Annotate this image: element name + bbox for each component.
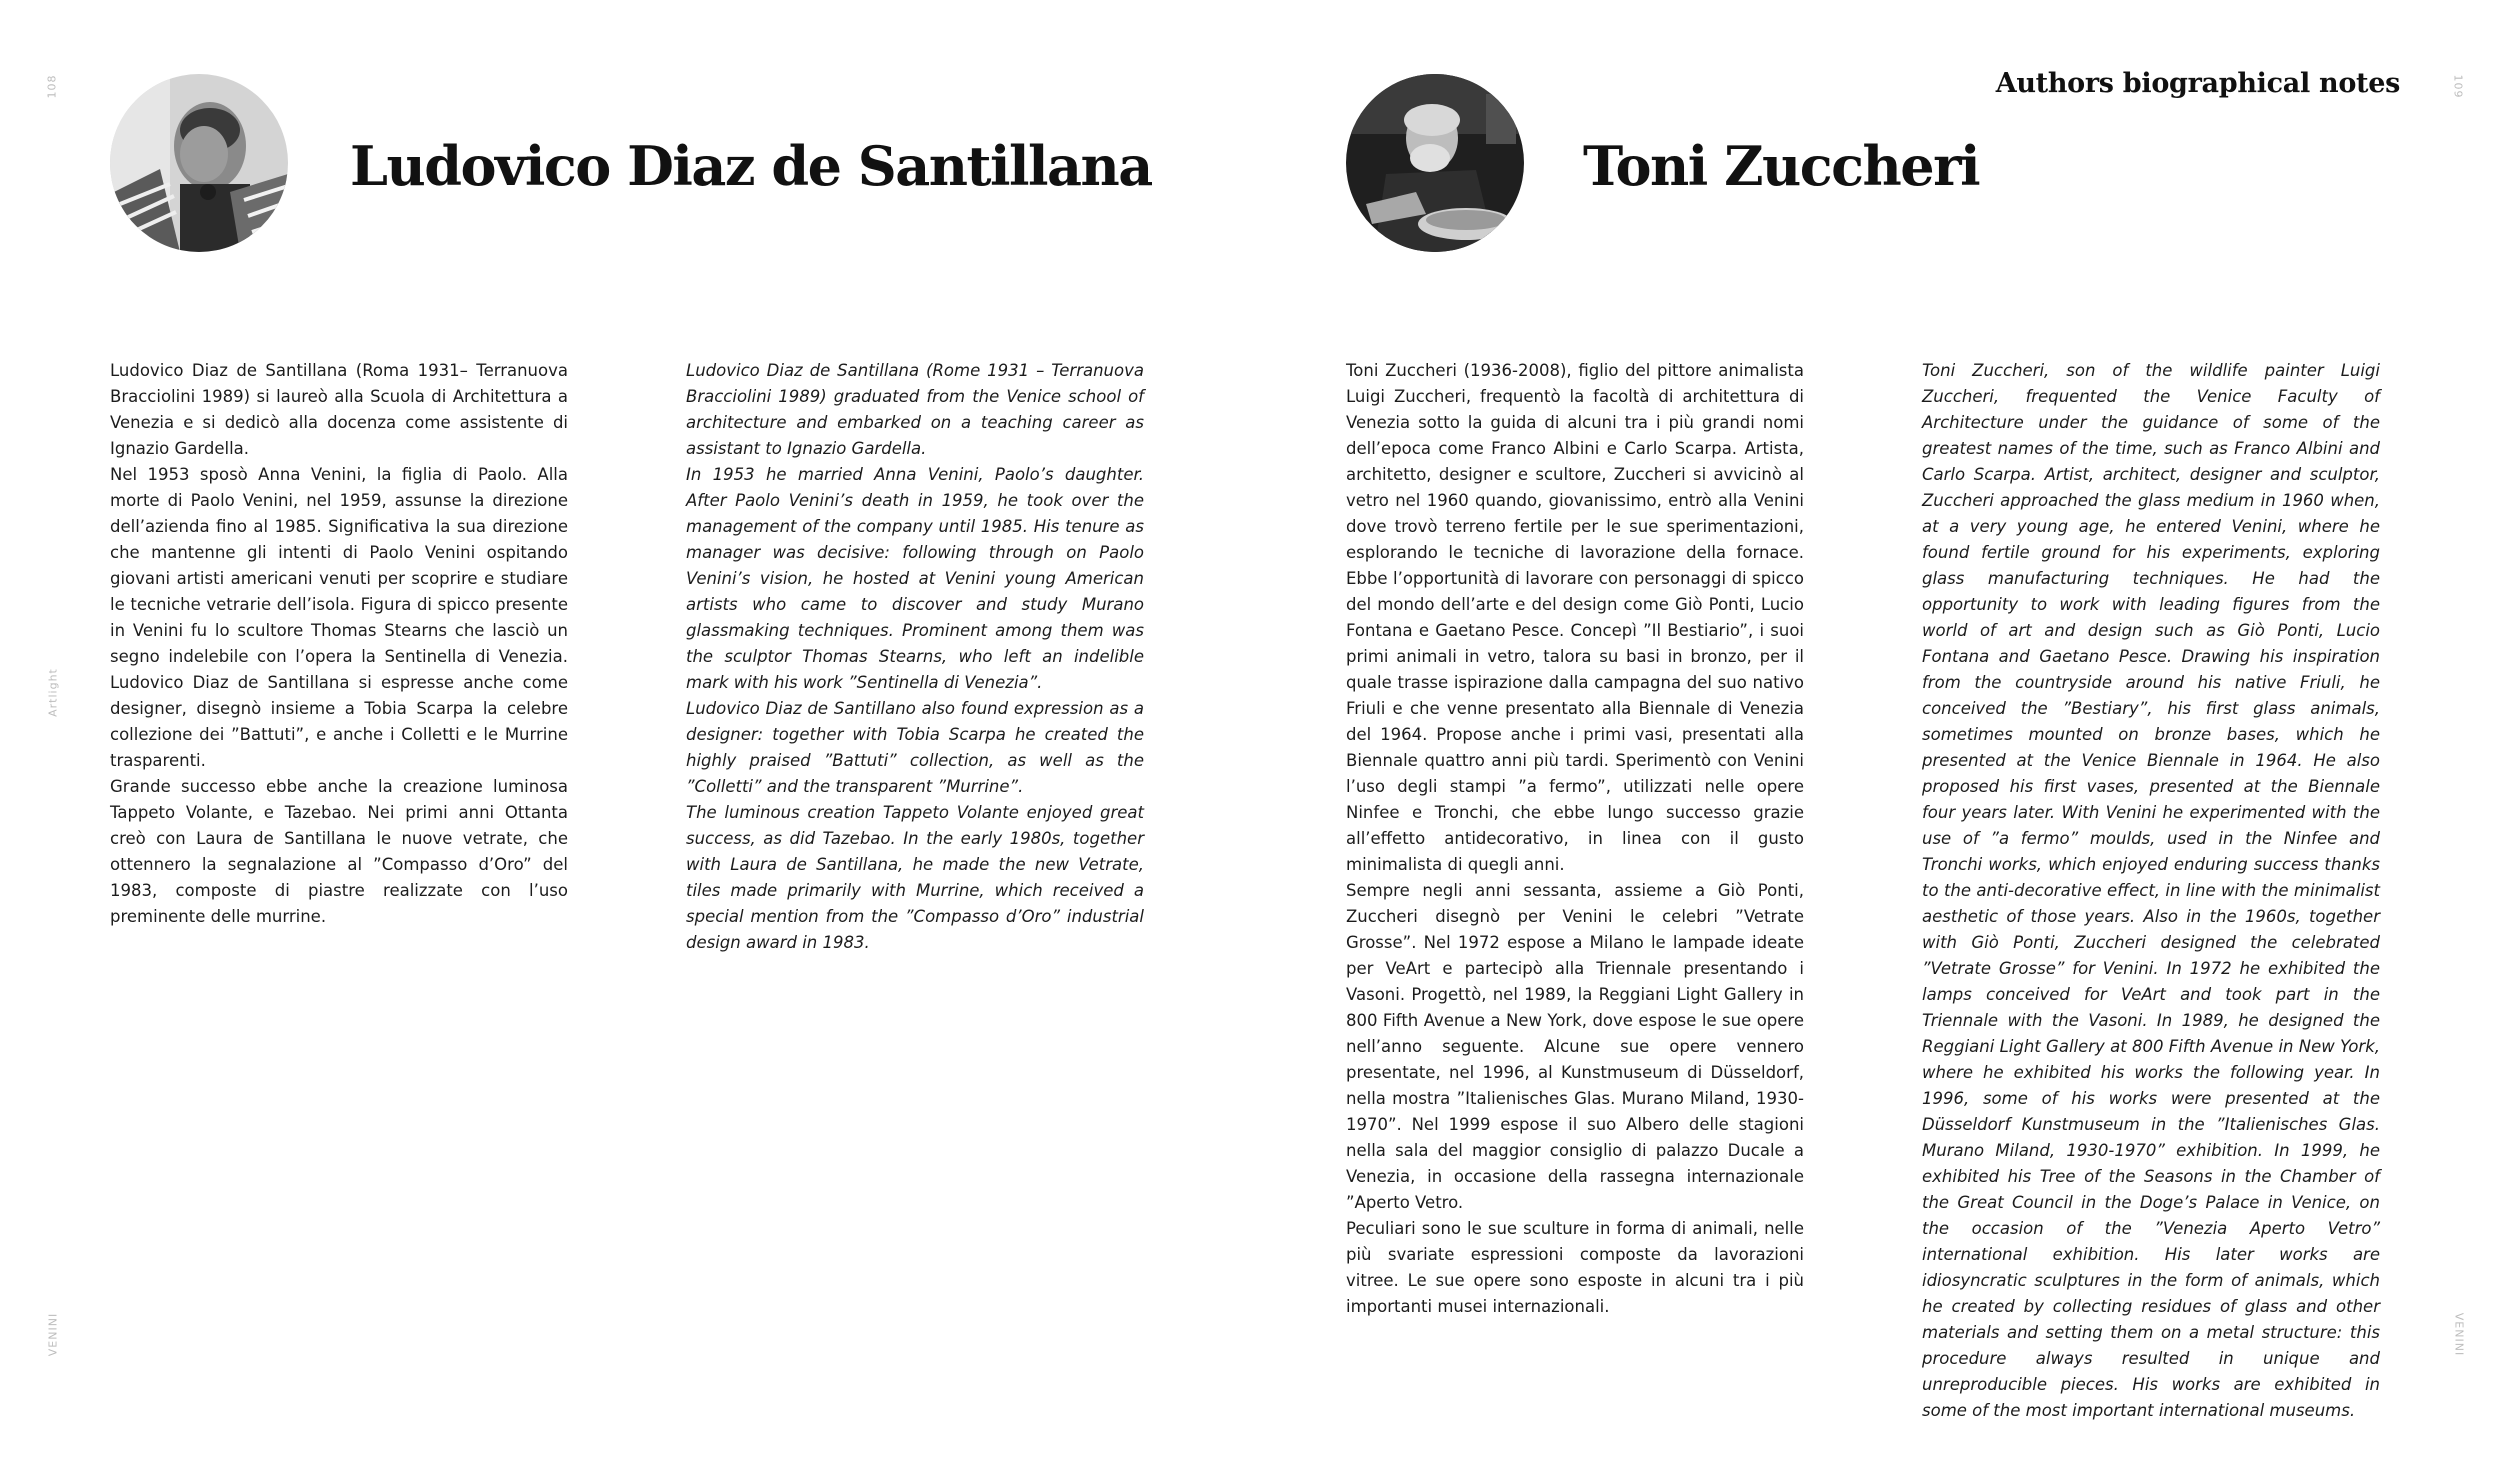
paragraph: Nel 1953 sposò Anna Venini, la figlia di Paolo. Alla morte di Paolo Venini, nel 1959, assunse la direzione dell’azienda fino al 1985. Significativa la sua direzione che mantenne gli intenti di Paolo Venini ospitando giovani artisti americani venuti per scoprire e studiare le tecniche vetrarie dell’isola. Figura di spicco presente in Venini fu lo scultore Thomas Stearns che lasciò un segno indelebile con l’opera la Sentinella di Venezia. Ludovico Diaz de Santillana si espresse anche come designer, disegnò insieme a Tobia Scarpa la celebre collezione dei ”Battuti”, e anche i Colletti e le Murrine trasparenti. [110,465,568,770]
paragraph: Toni Zuccheri, son of the wildlife painter Luigi Zuccheri, frequented the Venice Faculty of Architecture under the guidance of some of the greatest names of the time, such as Franco Albini and Carlo Scarpa. Artist, architect, designer and sculptor, Zuccheri approached the glass medium in 1960 when, at a very young age, he entered Venini, where he found fertile ground for his experiments, exploring glass manufacturing techniques. He had the opportunity to work with leading figures from the world of art and design such as Giò Ponti, Lucio Fontana and Gaetano Pesce. Drawing his inspiration from the countryside around his native Friuli, he conceived the ”Bestiary”, his first glass animals, sometimes mounted on bronze bases, which he presented at the Venice Biennale in 1964. He also proposed his first vases, presented at the Biennale four years later. With Venini he experimented with the use of ”a fermo” moulds, used in the Ninfee and Tronchi works, which enjoyed enduring success thanks to the anti-decorative effect, in line with the minimalist aesthetic of those years. Also in the 1960s, together with Giò Ponti, Zuccheri designed the celebrated ”Vetrate Grosse” for Venini. In 1972 he exhibited the lamps conceived for VeArt and took part in the Triennale with the Vasoni. In 1989, he designed the Reggiani Light Gallery at 800 Fifth Avenue in New York, where he exhibited his works the following year. In 1996, some of his works were presented at the Düsseldorf Kunstmuseum in the ”Italienisches Glas. Murano Miland, 1930-1970” exhibition. In 1999, he exhibited his Tree of the Seasons in the Chamber of the Great Council in the Doge’s Palace in Venice, on the occasion of the ”Venezia Aperto Vetro” international exhibition. His later works are idiosyncratic sculptures in the form of animals, which he created by collecting residues of glass and other materials and setting them on a metal structure: this procedure always resulted in unique and unreproducible pieces. His works are exhibited in some of the most important international museums. [1922,361,2380,1420]
portrait-photo-icon [110,74,288,252]
portrait-photo-icon [1346,74,1524,252]
section-title: Authors biographical notes [1995,68,2400,99]
paragraph: Ludovico Diaz de Santillano also found expression as a designer: together with Tobia Scarpa he created the highly praised ”Battuti” collection, as well as the ”Colletti” and the transparent ”Murrine”. [686,699,1144,796]
margin-label-venini-left: VENINI [46,1312,60,1357]
paragraph: Ludovico Diaz de Santillana (Rome 1931 – Terranuova Bracciolini 1989) graduated from the Venice school of architecture and embarked on a teaching career as assistant to Ignazio Gardella. [686,361,1144,458]
page-number-right: 109 [2451,74,2465,99]
page-number-left: 108 [45,74,59,99]
bio-toni-italian [1346,358,1804,1320]
portrait-toni-zuccheri [1346,74,1524,252]
margin-label-artlight: Artlight [46,668,60,717]
paragraph: In 1953 he married Anna Venini, Paolo’s daughter. After Paolo Venini’s death in 1959, he took over the management of the company until 1985. His tenure as manager was decisive: following through on Paolo Venini’s vision, he hosted at Venini young American artists who came to discover and study Murano glassmaking techniques. Prominent among them was the sculptor Thomas Stearns, who left an indelible mark with his work ”Sentinella di Venezia”. [686,465,1144,692]
paragraph: Ludovico Diaz de Santillana (Roma 1931– Terranuova Bracciolini 1989) si laureò alla Scuola di Architettura a Venezia e si dedicò alla docenza come assistente di Ignazio Gardella. [110,361,568,458]
paragraph: The luminous creation Tappeto Volante enjoyed great success, as did Tazebao. In the early 1980s, together with Laura de Santillana, he made the new Vetrate, tiles made primarily with Murrine, which received a special mention from the ”Compasso d’Oro” industrial design award in 1983. [686,803,1144,952]
bio-toni-english [1922,358,2380,1424]
bio-ludovico-italian [110,358,568,930]
paragraph: Peculiari sono le sue sculture in forma di animali, nelle più svariate espressioni composte da lavorazioni vitree. Le sue opere sono esposte in alcuni tra i più importanti musei internazionali. [1346,1219,1804,1316]
paragraph: Grande successo ebbe anche la creazione luminosa Tappeto Volante, e Tazebao. Nei primi anni Ottanta creò con Laura de Santillana le nuove vetrate, che ottennero la segnalazione al ”Compasso d’Oro” del 1983, composte di piastre realizzate con l’uso preminente delle murrine. [110,777,568,926]
margin-label-venini-right: VENINI [2452,1312,2466,1357]
paragraph: Toni Zuccheri (1936-2008), figlio del pittore animalista Luigi Zuccheri, frequentò la facoltà di architettura di Venezia sotto la guida di alcuni tra i più grandi nomi dell’epoca come Franco Albini e Carlo Scarpa. Artista, architetto, designer e scultore, Zuccheri si avvicinò al vetro nel 1960 quando, giovanissimo, entrò alla Venini dove trovò terreno fertile per le sue sperimentazioni, esplorando le tecniche di lavorazione della fornace. Ebbe l’opportunità di lavorare con personaggi di spicco del mondo dell’arte e del design come Giò Ponti, Lucio Fontana e Gaetano Pesce. Concepì ”Il Bestiario”, i suoi primi animali in vetro, talora su basi in bronzo, per il quale trasse ispirazione dalla campagna del suo nativo Friuli e che venne presentato alla Biennale di Venezia del 1964. Propose anche i primi vasi, presentati alla Biennale quattro anni più tardi. Sperimentò con Venini l’uso degli stampi ”a fermo”, utilizzati nelle opere Ninfee e Tronchi, che ebbe lungo successo grazie all’effetto antidecorativo, in linea con il gusto minimalista di quegli anni. [1346,361,1804,874]
portrait-ludovico-diaz-de-santillana [110,74,288,252]
bio-ludovico-english [686,358,1144,956]
author-name-toni: Toni Zuccheri [1583,134,1980,198]
author-name-ludovico: Ludovico Diaz de Santillana [350,134,1152,198]
paragraph: Sempre negli anni sessanta, assieme a Giò Ponti, Zuccheri disegnò per Venini le celebri ”Vetrate Grosse”. Nel 1972 espose a Milano le lampade ideate per VeArt e partecipò alla Triennale presentando i Vasoni. Progettò, nel 1989, la Reggiani Light Gallery in 800 Fifth Avenue a New York, dove espose le sue opere nell’anno seguente. Alcune sue opere vennero presentate, nel 1996, al Kunstmuseum di Düsseldorf, nella mostra ”Italienisches Glas. Murano Miland, 1930- 1970”. Nel 1999 espose il suo Albero delle stagioni nella sala del maggior consiglio di palazzo Ducale a Venezia, in occasione della rassegna internazionale ”Aperto Vetro. [1346,881,1804,1212]
